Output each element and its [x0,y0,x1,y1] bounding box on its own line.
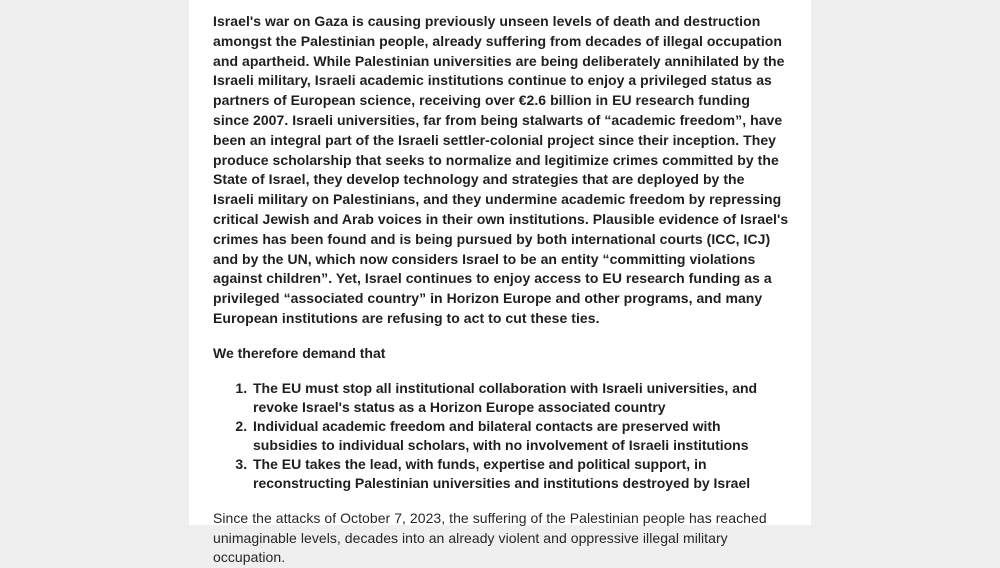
demand-list [213,379,789,493]
demand-item: 1. The EU must stop all institutional collaboration with Israeli universities, and revoke Israel's status as a Horizon Europe associated country [251,379,789,417]
intro-paragraph: Israel's war on Gaza is causing previously unseen levels of death and destruction amongst the Palestinian people, already suffering from decades of illegal occupation and apartheid. While Palestinian universities are being deliberately annihilated by the Israeli military, Israeli academic institutions continue to enjoy a privileged status as partners of European science, receiving over €2.6 billion in EU research funding since 2007. Israeli universities, far from being stalwarts of “academic freedom”, have been an integral part of the Israeli settler-colonial project since their inception. They produce scholarship that seeks to normalize and legitimize crimes committed by the State of Israel, they develop technology and strategies that are deployed by the Israeli military on Palestinians, and they undermine academic freedom by repressing critical Jewish and Arab voices in their own institutions. Plausible evidence of Israel's crimes has been found and is being pursued by both international courts (ICC, ICJ) and by the UN, which now considers Israel to be an entity “committing violations against children”. Yet, Israel continues to enjoy access to EU research funding as a privileged “associated country” in Horizon Europe and other programs, and many European institutions are refusing to act to cut these ties. [213,13,789,326]
closing-paragraph: Since the attacks of October 7, 2023, the suffering of the Palestinian people has reached unimaginable levels, decades into an already violent and oppressive illegal military occupation. [213,509,767,566]
demand-item: 3. The EU takes the lead, with funds, expertise and political support, in reconstructing Palestinian universities and institutions destroyed by Israel [251,455,789,493]
document-page [189,0,811,566]
demand-heading: We therefore demand that [213,344,386,361]
demand-item: 2. Individual academic freedom and bilateral contacts are preserved with subsidies to individual scholars, with no involvement of Israeli institutions [251,417,789,455]
